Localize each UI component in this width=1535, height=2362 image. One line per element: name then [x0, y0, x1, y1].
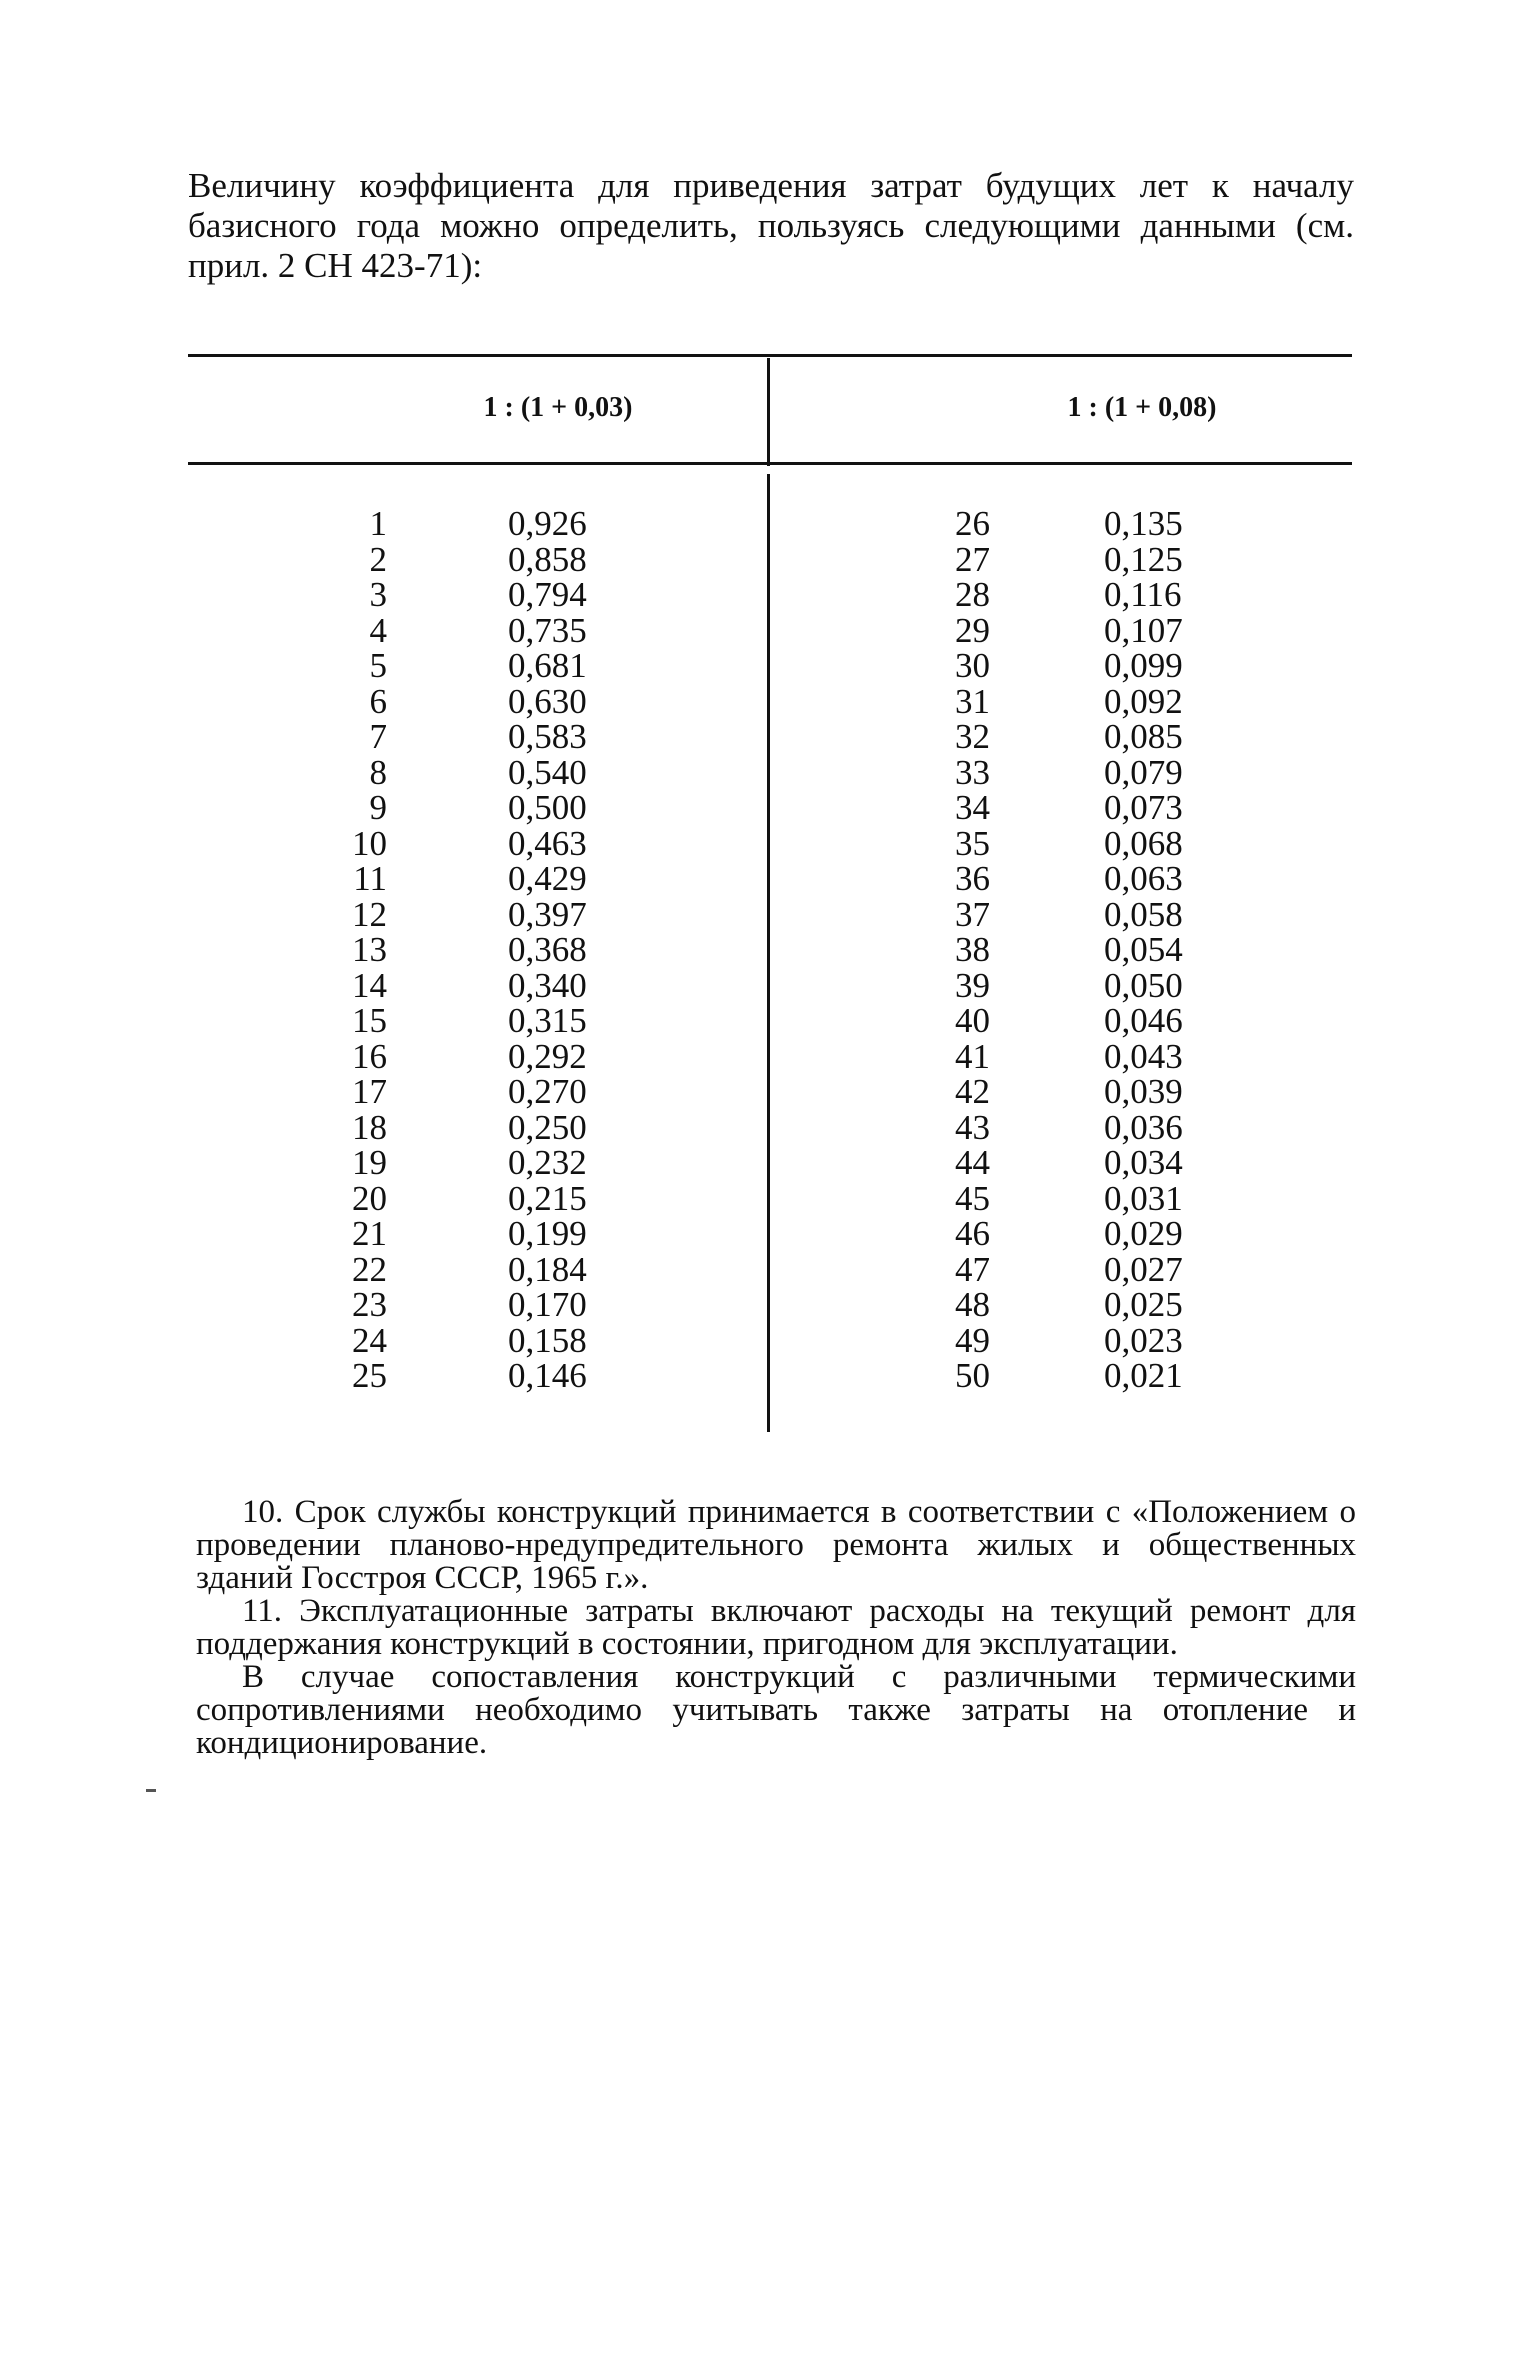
year-cell: 18 — [352, 1107, 387, 1147]
coefficient-cell: 0,429 — [508, 859, 587, 898]
year-cell: 17 — [352, 1072, 387, 1111]
year-cell: 50 — [955, 1356, 990, 1395]
year-cell: 27 — [955, 539, 990, 579]
year-cell: 28 — [955, 575, 990, 614]
coefficient-cell: 0,135 — [1104, 504, 1183, 543]
coefficient-cell: 0,054 — [1104, 930, 1183, 969]
coefficient-cell: 0,079 — [1104, 752, 1183, 792]
year-cell: 34 — [955, 788, 990, 827]
coefficient-cell: 0,315 — [508, 1001, 587, 1040]
coefficient-cell: 0,368 — [508, 930, 587, 969]
year-cell: 13 — [352, 930, 387, 969]
years-column-right — [910, 506, 990, 1394]
year-cell: 21 — [352, 1214, 387, 1253]
coefficient-cell: 0,085 — [1104, 717, 1183, 756]
coefficient-cell: 0,463 — [508, 823, 587, 863]
coefficient-cell: 0,215 — [508, 1178, 587, 1218]
coefficient-cell: 0,199 — [508, 1214, 587, 1253]
coefficient-cell: 0,031 — [1104, 1178, 1183, 1218]
year-cell: 4 — [369, 610, 387, 650]
year-cell: 45 — [955, 1178, 990, 1218]
table-header-rule — [188, 462, 1352, 465]
coefficient-cell: 0,039 — [1104, 1072, 1183, 1111]
year-cell: 32 — [955, 717, 990, 756]
year-cell: 42 — [955, 1072, 990, 1111]
coefficient-cell: 0,735 — [508, 610, 587, 650]
coefficient-cell: 0,058 — [1104, 894, 1183, 934]
coefficient-cell: 0,046 — [1104, 1001, 1183, 1040]
coefficient-cell: 0,116 — [1104, 575, 1182, 614]
coefficient-cell: 0,063 — [1104, 859, 1183, 898]
year-cell: 44 — [955, 1143, 990, 1182]
coefficient-cell: 0,794 — [508, 575, 587, 614]
paragraph-heating: В случае сопоставления конструкций с различными термическими сопротивлениями необходимо учитывать также затраты на отопление и кондиционирование. — [196, 1659, 1356, 1761]
coefficient-cell: 0,630 — [508, 681, 587, 721]
coefficient-cell: 0,099 — [1104, 646, 1183, 685]
table-header-8-percent: 1 : (1 + 0,08) — [1067, 392, 1217, 423]
year-cell: 3 — [369, 575, 387, 614]
year-cell: 36 — [955, 859, 990, 898]
year-cell: 11 — [353, 859, 387, 898]
year-cell: 15 — [352, 1001, 387, 1040]
coefficient-cell: 0,250 — [508, 1107, 587, 1147]
year-cell: 6 — [369, 681, 387, 721]
values-column-right — [1104, 506, 1224, 1394]
year-cell: 43 — [955, 1107, 990, 1147]
coefficient-cell: 0,170 — [508, 1285, 587, 1324]
coefficient-cell: 0,021 — [1104, 1356, 1183, 1395]
coefficient-cell: 0,232 — [508, 1143, 587, 1182]
coefficient-cell: 0,858 — [508, 539, 587, 579]
year-cell: 35 — [955, 823, 990, 863]
table-body-divider — [767, 474, 770, 1432]
coefficient-cell: 0,397 — [508, 894, 587, 934]
year-cell: 7 — [369, 717, 387, 756]
coefficient-cell: 0,027 — [1104, 1249, 1183, 1289]
coefficient-cell: 0,270 — [508, 1072, 587, 1111]
year-cell: 14 — [352, 965, 387, 1005]
coefficient-cell: 0,107 — [1104, 610, 1183, 650]
year-cell: 22 — [352, 1249, 387, 1289]
coefficient-cell: 0,073 — [1104, 788, 1183, 827]
year-cell: 26 — [955, 504, 990, 543]
year-cell: 24 — [352, 1320, 387, 1360]
year-cell: 29 — [955, 610, 990, 650]
year-cell: 5 — [369, 646, 387, 685]
year-cell: 12 — [352, 894, 387, 934]
table-header-3-percent: 1 : (1 + 0,03) — [483, 392, 633, 423]
coefficient-cell: 0,125 — [1104, 539, 1183, 579]
coefficient-cell: 0,029 — [1104, 1214, 1183, 1253]
year-cell: 16 — [352, 1036, 387, 1076]
year-cell: 49 — [955, 1320, 990, 1360]
year-cell: 38 — [955, 930, 990, 969]
values-column-left — [508, 506, 628, 1394]
year-cell: 10 — [352, 823, 387, 863]
year-cell: 37 — [955, 894, 990, 934]
year-cell: 30 — [955, 646, 990, 685]
coefficient-cell: 0,340 — [508, 965, 587, 1005]
paragraph-10: 10. Срок службы конструкций принимается в соответствии с «Положением о проведении планово-нредупредительного ремонта жилых и общественных зданий Госстроя СССР, 1965 г.». — [196, 1494, 1356, 1596]
coefficient-cell: 0,146 — [508, 1356, 587, 1395]
table-top-rule — [188, 354, 1352, 357]
year-cell: 2 — [369, 539, 387, 579]
year-cell: 9 — [369, 788, 387, 827]
coefficient-cell: 0,540 — [508, 752, 587, 792]
coefficient-cell: 0,292 — [508, 1036, 587, 1076]
coefficient-cell: 0,023 — [1104, 1320, 1183, 1360]
coefficient-cell: 0,500 — [508, 788, 587, 827]
coefficient-cell: 0,034 — [1104, 1143, 1183, 1182]
year-cell: 8 — [369, 752, 387, 792]
year-cell: 39 — [955, 965, 990, 1005]
coefficient-cell: 0,036 — [1104, 1107, 1183, 1147]
coefficient-cell: 0,926 — [508, 504, 587, 543]
year-cell: 33 — [955, 752, 990, 792]
year-cell: 46 — [955, 1214, 990, 1253]
coefficient-cell: 0,050 — [1104, 965, 1183, 1005]
coefficient-cell: 0,043 — [1104, 1036, 1183, 1076]
coefficient-cell: 0,092 — [1104, 681, 1183, 721]
year-cell: 41 — [955, 1036, 990, 1076]
table-header-divider — [767, 358, 770, 466]
coefficient-cell: 0,681 — [508, 646, 587, 685]
notes-section — [196, 1496, 1356, 1760]
scan-mark — [146, 1789, 156, 1792]
year-cell: 48 — [955, 1285, 990, 1324]
coefficient-cell: 0,068 — [1104, 823, 1183, 863]
intro-paragraph: Величину коэффициента для приведения затрат будущих лет к началу базисного года можно определить, пользуясь следующими данными (см. прил. 2 СН 423-71): — [188, 166, 1354, 285]
coefficient-cell: 0,025 — [1104, 1285, 1183, 1324]
year-cell: 23 — [352, 1285, 387, 1324]
coefficient-cell: 0,158 — [508, 1320, 587, 1360]
coefficient-cell: 0,184 — [508, 1249, 587, 1289]
paragraph-11: 11. Эксплуатационные затраты включают расходы на текущий ремонт для поддержания конструкций в состоянии, пригодном для эксплуатации. — [196, 1593, 1356, 1662]
year-cell: 1 — [369, 504, 387, 543]
years-column-left — [307, 506, 387, 1394]
year-cell: 40 — [955, 1001, 990, 1040]
coefficient-cell: 0,583 — [508, 717, 587, 756]
year-cell: 19 — [352, 1143, 387, 1182]
year-cell: 20 — [352, 1178, 387, 1218]
year-cell: 31 — [955, 681, 990, 721]
year-cell: 25 — [352, 1356, 387, 1395]
year-cell: 47 — [955, 1249, 990, 1289]
